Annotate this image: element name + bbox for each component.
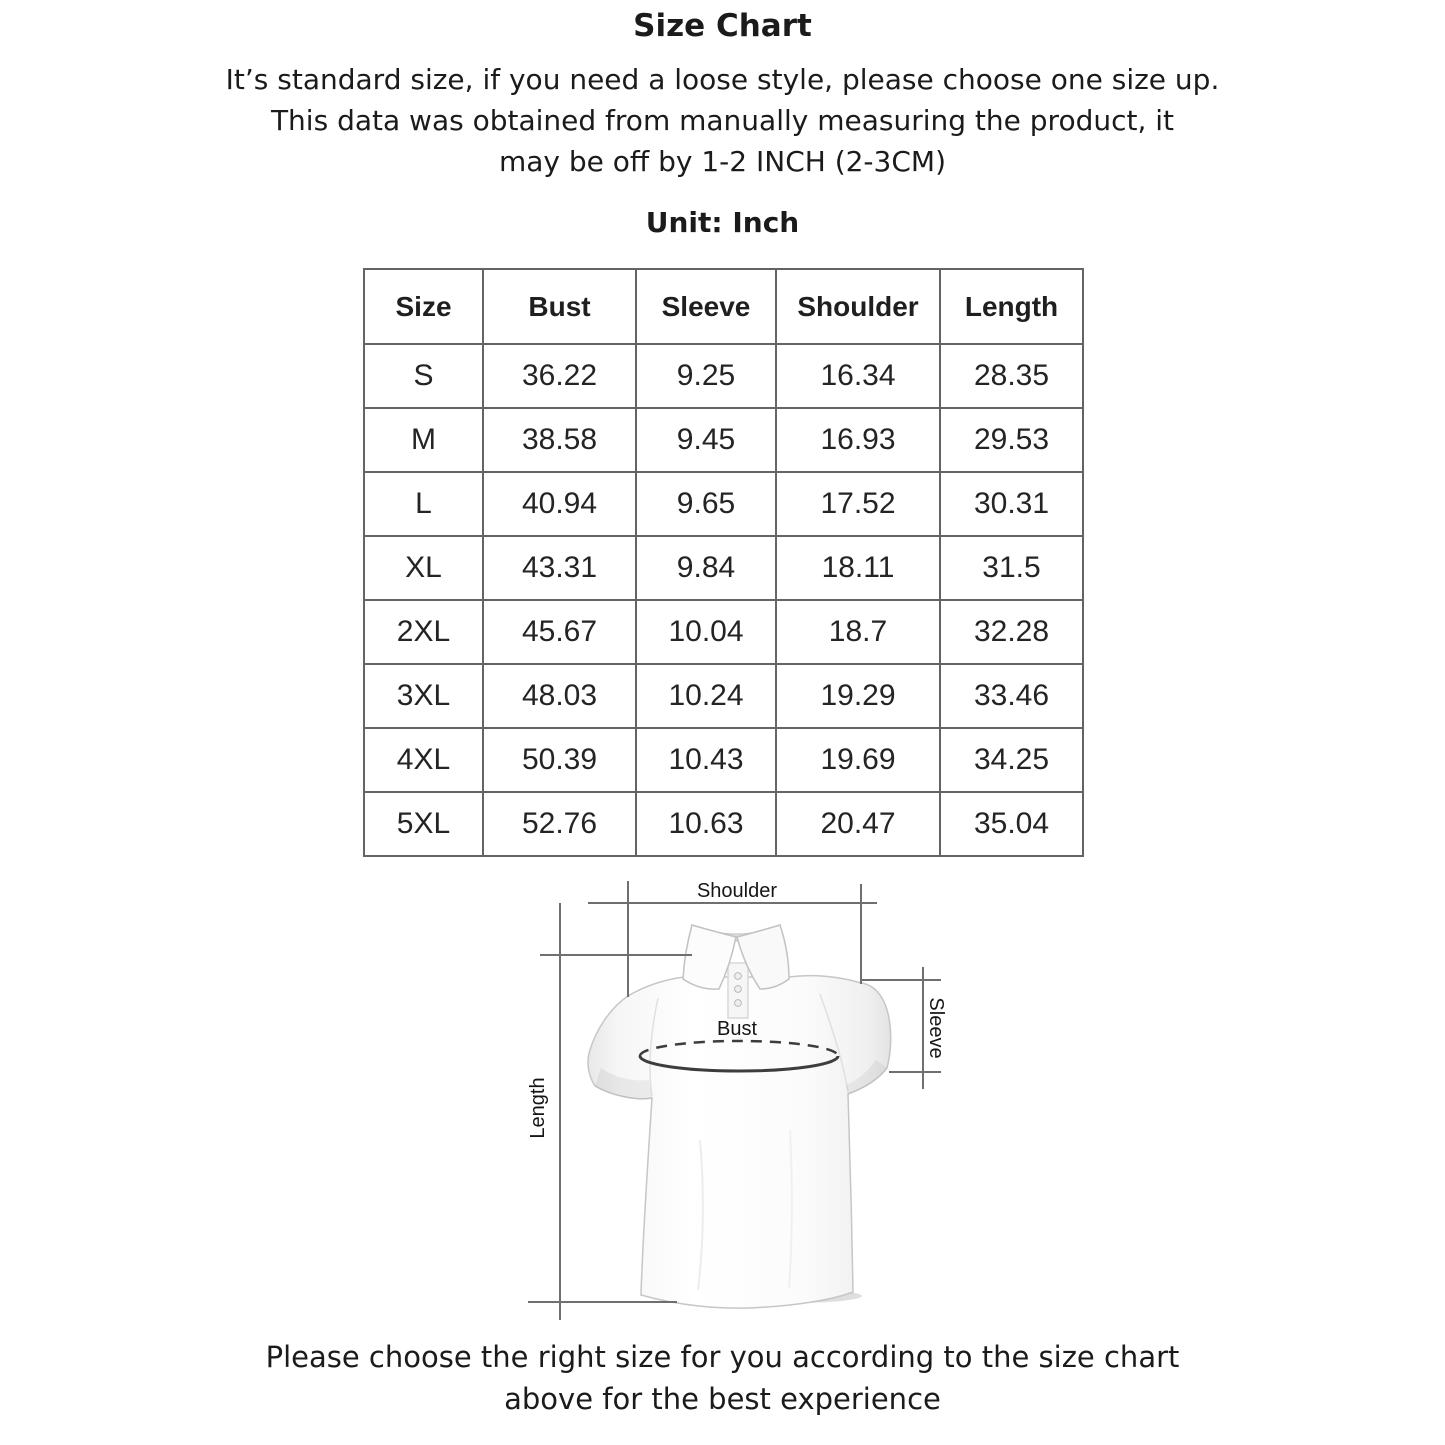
cell-length: 30.31 [940,472,1083,536]
cell-size: L [364,472,483,536]
cell-sleeve: 10.63 [636,792,776,856]
table-row-l [364,472,1083,536]
cell-bust: 40.94 [483,472,636,536]
cell-size: 4XL [364,728,483,792]
column-header-bust: Bust [483,269,636,344]
cell-bust: 38.58 [483,408,636,472]
header-row [364,269,1083,344]
table-row-3xl [364,664,1083,728]
cell-sleeve: 9.65 [636,472,776,536]
size-note-line-3: may be off by 1-2 INCH (2-3CM) [498,145,946,178]
cell-length: 35.04 [940,792,1083,856]
size-note-line-1: It’s standard size, if you need a loose style, please choose one size up. [225,63,1220,96]
cell-shoulder: 17.52 [776,472,940,536]
cell-sleeve: 10.04 [636,600,776,664]
cell-length: 33.46 [940,664,1083,728]
size-note-line-2: This data was obtained from manually measuring the product, it [270,104,1175,137]
cell-sleeve: 10.24 [636,664,776,728]
cell-size: 2XL [364,600,483,664]
polo-shirt-illustration [588,925,891,1308]
sleeve-label: Sleeve [925,997,947,1059]
cell-sleeve: 9.84 [636,536,776,600]
column-header-sleeve: Sleeve [636,269,776,344]
cell-size: S [364,344,483,408]
cell-shoulder: 16.34 [776,344,940,408]
shoulder-label: Shoulder [696,880,778,902]
cell-shoulder: 18.7 [776,600,940,664]
cell-length: 32.28 [940,600,1083,664]
cell-size: M [364,408,483,472]
length-label: Length [527,1077,549,1139]
cell-bust: 36.22 [483,344,636,408]
cell-shoulder: 16.93 [776,408,940,472]
shirt-measurement-diagram [490,865,990,1335]
bust-label: Bust [716,1018,758,1040]
placket-button [735,986,742,993]
table-row-m [364,408,1083,472]
page-title: Size Chart [633,8,812,44]
table-row-2xl [364,600,1083,664]
cell-bust: 48.03 [483,664,636,728]
cell-size: 3XL [364,664,483,728]
cell-size: 5XL [364,792,483,856]
column-header-length: Length [940,269,1083,344]
table-row-4xl [364,728,1083,792]
size-table [363,268,1084,857]
cell-size: XL [364,536,483,600]
cell-sleeve: 9.25 [636,344,776,408]
cell-sleeve: 9.45 [636,408,776,472]
cell-shoulder: 19.69 [776,728,940,792]
unit-label: Unit: Inch [645,206,800,239]
cell-length: 28.35 [940,344,1083,408]
cell-bust: 43.31 [483,536,636,600]
placket-button [735,973,742,980]
column-header-shoulder: Shoulder [776,269,940,344]
placket-button [735,1000,742,1007]
cell-length: 29.53 [940,408,1083,472]
cell-shoulder: 20.47 [776,792,940,856]
cell-shoulder: 19.29 [776,664,940,728]
table-row-xl [364,536,1083,600]
cell-sleeve: 10.43 [636,728,776,792]
footer-note [0,1336,1445,1420]
cell-bust: 50.39 [483,728,636,792]
cell-bust: 45.67 [483,600,636,664]
cell-bust: 52.76 [483,792,636,856]
footer-note-line-1: Please choose the right size for you according to the size chart [265,1340,1180,1374]
cell-length: 31.5 [940,536,1083,600]
cell-shoulder: 18.11 [776,536,940,600]
table-row-5xl [364,792,1083,856]
footer-note-line-2: above for the best experience [504,1382,941,1416]
column-header-size: Size [364,269,483,344]
size-note [0,59,1445,182]
table-row-s [364,344,1083,408]
cell-length: 34.25 [940,728,1083,792]
